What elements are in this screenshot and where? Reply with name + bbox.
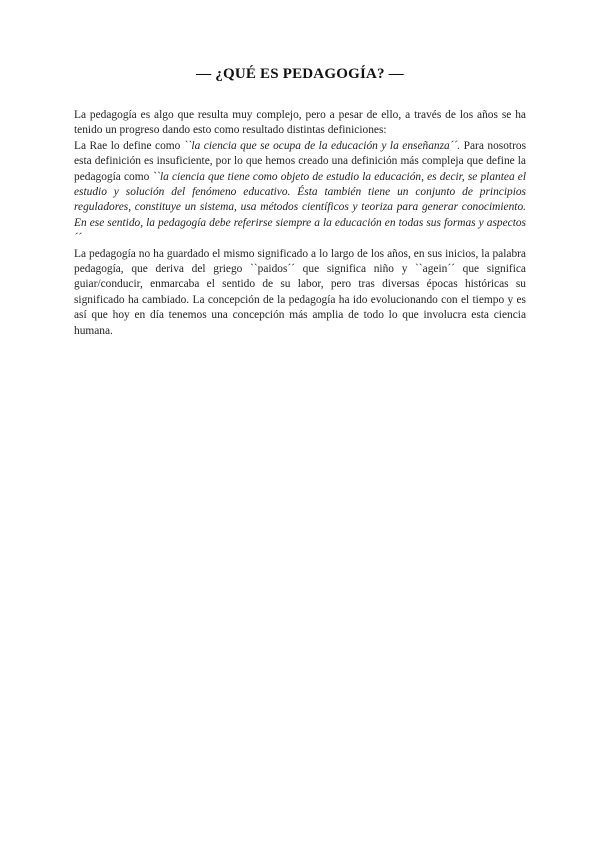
definition-intro-text: La Rae lo define como xyxy=(74,139,184,152)
document-body xyxy=(74,108,526,339)
own-definition-quote: ``la ciencia que tiene como objeto de estudio la educación, es decir, se plantea el estudio y solución del fenómeno educativo. Ésta también tiene un conjunto de principios reguladores, constituye un sistema, usa métodos científicos y teoriza para generar conocimiento. En ese sentido, la pedagogía debe referirse siempre a la educación en todas sus formas y aspectos´´ xyxy=(74,170,526,245)
paragraph-history: La pedagogía no ha guardado el mismo significado a lo largo de los años, en sus inicios, la palabra pedagogía, que deriva del griego ``paidos´´ que significa niño y ``agein´´ que significa guiar/conducir, enmarcaba el sentido de su labor, pero tras diversas épocas históricas su significado ha cambiado. La concepción de la pedagogía ha ido evolucionando con el tiempo y es así que hoy en día tenemos una concepción más amplia de todo lo que involucra esta ciencia humana. xyxy=(74,247,526,337)
document-title: — ¿QUÉ ES PEDAGOGÍA? — xyxy=(196,66,404,82)
rae-definition-quote: ``la ciencia que se ocupa de la educación y la enseñanza´´. xyxy=(183,139,461,152)
definition-mid-text: Para nosotros esta definición es insuficiente, por lo que hemos creado una definición más compleja que define la pedagogía como xyxy=(74,139,526,183)
paragraph-definition xyxy=(74,139,526,247)
paragraph-intro: La pedagogía es algo que resulta muy complejo, pero a pesar de ello, a través de los años se ha tenido un progreso dando esto como resultado distintas definiciones: xyxy=(74,109,526,137)
